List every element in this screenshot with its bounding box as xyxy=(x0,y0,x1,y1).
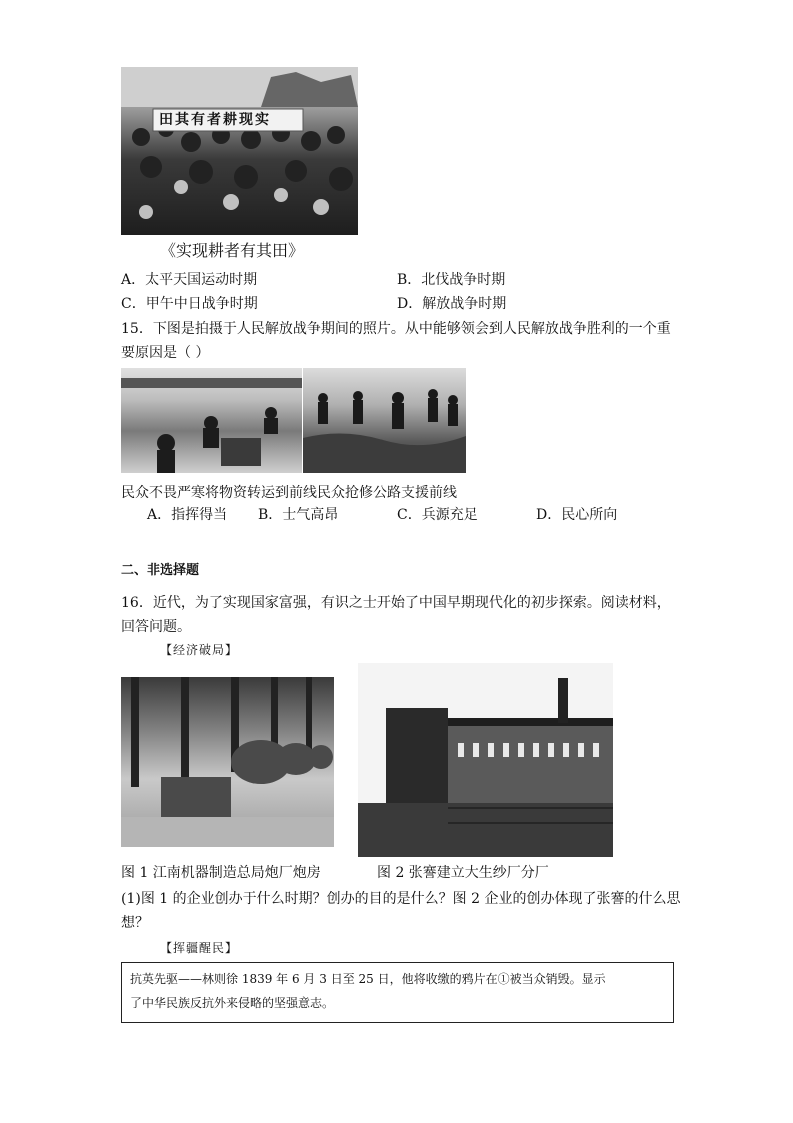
fig2-caption: 图 2 张謇建立大生纱厂分厂 xyxy=(377,865,549,881)
q16-stem-line2: 回答问题。 xyxy=(121,619,191,635)
q15-option-c: C．兵源充足 xyxy=(397,507,478,523)
q14-option-a: A．太平天国运动时期 xyxy=(121,272,258,288)
q14-option-c: C．甲午中日战争时期 xyxy=(121,296,258,312)
q15-option-d: D．民心所向 xyxy=(536,507,618,523)
q16-stem-line1: 16．近代，为了实现国家富强，有识之士开始了中国早期现代化的初步探索。阅读材料， xyxy=(121,595,671,611)
land-reform-caption: 《实现耕者有其田》 xyxy=(160,241,305,260)
q16-sub1-line2: 想？ xyxy=(121,915,149,931)
land-reform-photo-art xyxy=(121,67,358,235)
land-reform-photo xyxy=(121,67,358,235)
economy-subtitle: 【经济破局】 xyxy=(160,643,239,657)
q16-sub1-line1: (1)图 1 的企业创办于什么时期？创办的目的是什么？图 2 企业的创办体现了张謇的什么思 xyxy=(121,891,681,907)
dasheng-mill-photo xyxy=(358,663,613,857)
q14-option-b: B．北伐战争时期 xyxy=(397,272,506,288)
q15-option-b: B．士气高昂 xyxy=(258,507,339,523)
q15-photo-caption: 民众不畏严寒将物资转运到前线民众抢修公路支援前线 xyxy=(121,485,457,501)
jiangnan-arsenal-photo xyxy=(121,677,334,847)
q14-option-d: D．解放战争时期 xyxy=(397,296,507,312)
material-box-line1: 抗英先驱——林则徐 1839 年 6 月 3 日至 25 日，他将收缴的鸦片在①被当众销毁。显示 xyxy=(130,972,606,986)
war-support-photo-right xyxy=(303,368,466,473)
q15-stem-line2: 要原因是（ ） xyxy=(121,345,210,361)
war-support-photo-left xyxy=(121,368,302,473)
q15-stem-line1: 15．下图是拍摄于人民解放战争期间的照片。从中能够领会到人民解放战争胜利的一个重 xyxy=(121,321,671,337)
photo-banner-text: 田其有者耕现实 xyxy=(159,112,271,128)
q15-option-a: A．指挥得当 xyxy=(147,507,228,523)
section-heading: 二、非选择题 xyxy=(121,563,200,578)
material-box-line2: 了中华民族反抗外来侵略的坚强意志。 xyxy=(130,996,335,1010)
fig1-caption: 图 1 江南机器制造总局炮厂炮房 xyxy=(121,865,321,881)
material-box xyxy=(121,962,674,1023)
awaken-subtitle: 【挥疆醒民】 xyxy=(160,941,239,955)
